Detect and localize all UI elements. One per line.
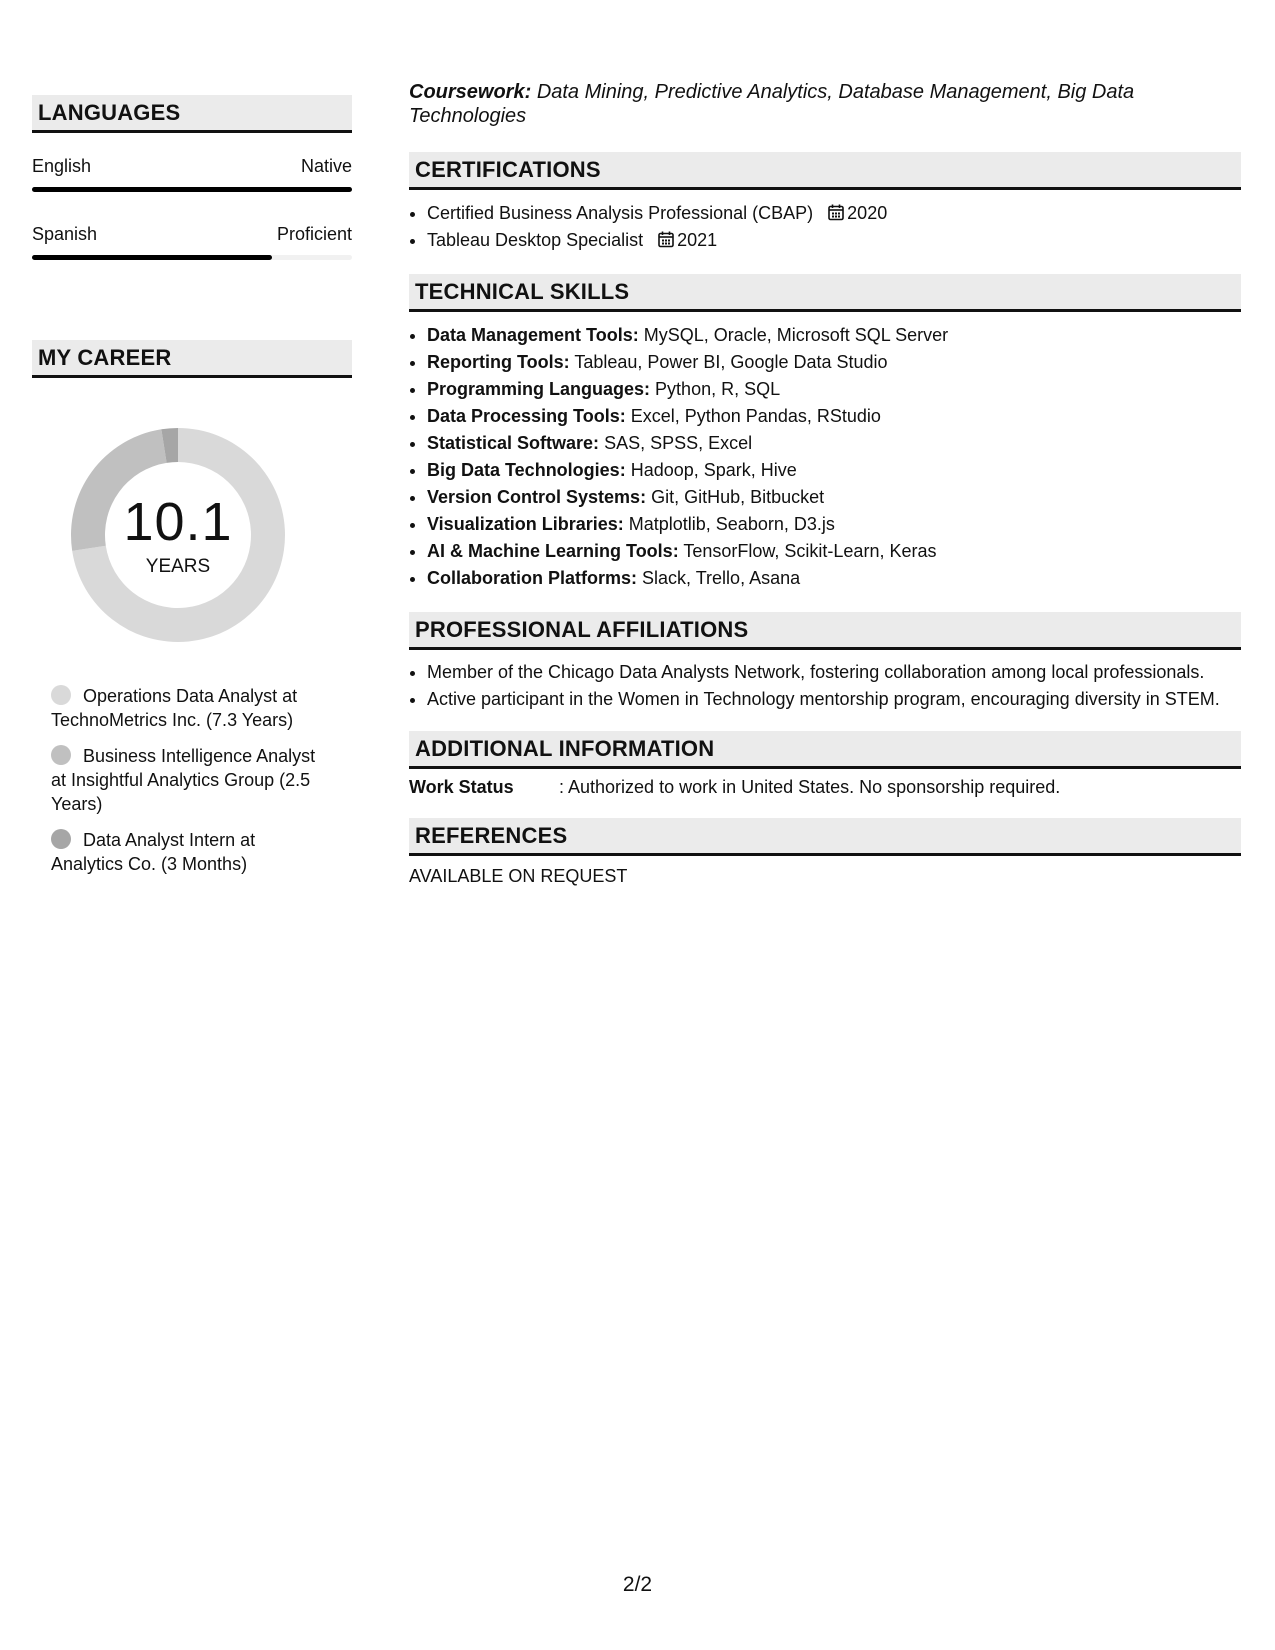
list-item: [427, 484, 1241, 511]
language-proficiency-fill: [32, 255, 272, 260]
skill-label: AI & Machine Learning Tools:: [427, 541, 679, 561]
list-item: [427, 200, 1241, 227]
skill-value: Excel, Python Pandas, RStudio: [630, 406, 881, 426]
page-number: 2/2: [622, 1573, 653, 1596]
work-status-label: Work Status: [409, 777, 514, 797]
skill-label: Reporting Tools:: [427, 352, 570, 372]
skill-label: Version Control Systems:: [427, 487, 647, 507]
list-item: [427, 457, 1241, 484]
language-proficiency-fill: [32, 187, 352, 192]
language-name: English: [32, 156, 92, 176]
coursework-label: Coursework:: [409, 81, 532, 103]
career-heading: MY CAREER: [32, 340, 352, 378]
skill-value: TensorFlow, Scikit-Learn, Keras: [683, 541, 937, 561]
list-item: [427, 227, 1241, 254]
list-item: [427, 538, 1241, 565]
language-proficiency-bar: [32, 187, 352, 192]
references-text: AVAILABLE ON REQUEST: [409, 866, 628, 886]
skill-value: Matplotlib, Seaborn, D3.js: [628, 514, 835, 534]
coursework-text: Data Mining, Predictive Analytics, Database Management, Big Data Technologies: [409, 81, 1135, 127]
skill-value: Slack, Trello, Asana: [642, 568, 801, 588]
affiliations-heading: PROFESSIONAL AFFILIATIONS: [409, 612, 1241, 650]
legend-item: [51, 828, 316, 876]
legend-item: [51, 744, 316, 816]
skill-value: Tableau, Power BI, Google Data Studio: [574, 352, 888, 372]
certifications-list: [409, 200, 1241, 254]
skill-label: Statistical Software:: [427, 433, 600, 453]
career-total-unit: YEARS: [145, 556, 211, 577]
work-status-row: [409, 777, 1241, 798]
donut-center: [65, 494, 291, 578]
legend-swatch: [51, 829, 71, 849]
right-column: [409, 80, 1241, 887]
skill-label: Collaboration Platforms:: [427, 568, 638, 588]
list-item: [427, 349, 1241, 376]
skill-value: MySQL, Oracle, Microsoft SQL Server: [643, 325, 949, 345]
languages-heading: LANGUAGES: [32, 95, 352, 133]
technical-skills-heading: TECHNICAL SKILLS: [409, 274, 1241, 312]
skill-value: Git, GitHub, Bitbucket: [651, 487, 825, 507]
list-item: [427, 511, 1241, 538]
skill-label: Programming Languages:: [427, 379, 651, 399]
certification-name: Tableau Desktop Specialist: [427, 230, 644, 250]
skill-label: Data Management Tools:: [427, 325, 639, 345]
coursework: [409, 80, 1241, 128]
list-item: [427, 430, 1241, 457]
skill-label: Visualization Libraries:: [427, 514, 624, 534]
skill-value: Python, R, SQL: [655, 379, 781, 399]
legend-label: Business Intelligence Analyst at Insightful Analytics Group (2.5 Years): [51, 746, 316, 814]
references-heading: REFERENCES: [409, 818, 1241, 856]
certification-year: 2021: [677, 230, 718, 250]
legend-item: [51, 684, 316, 732]
career-total-years: 10.1: [123, 492, 233, 552]
list-item: [427, 403, 1241, 430]
technical-skills-list: [409, 322, 1241, 592]
work-status-value: : Authorized to work in United States. No sponsorship required.: [559, 777, 1061, 797]
affiliations-list: [409, 660, 1241, 711]
skill-value: SAS, SPSS, Excel: [604, 433, 753, 453]
left-column: [32, 95, 352, 888]
certifications-heading: CERTIFICATIONS: [409, 152, 1241, 190]
career-donut-chart: [65, 422, 291, 648]
skill-value: Hadoop, Spark, Hive: [630, 460, 797, 480]
language-proficiency-bar: [32, 255, 352, 260]
legend-label: Operations Data Analyst at TechnoMetrics Inc. (7.3 Years): [51, 686, 298, 730]
list-item: [427, 322, 1241, 349]
certification-name: Certified Business Analysis Professional (CBAP): [427, 203, 814, 223]
career-legend: [51, 684, 316, 876]
calendar-icon: [658, 231, 674, 248]
skill-label: Big Data Technologies:: [427, 460, 626, 480]
list-item: • Member of the Chicago Data Analysts Network, fostering collaboration among local professionals.: [427, 660, 1241, 684]
legend-label: Data Analyst Intern at Analytics Co. (3 Months): [51, 830, 256, 874]
legend-swatch: [51, 745, 71, 765]
legend-swatch: [51, 685, 71, 705]
language-level: Proficient: [276, 224, 352, 244]
certification-year: 2020: [847, 203, 888, 223]
language-level: Native: [300, 156, 352, 176]
additional-info-heading: ADDITIONAL INFORMATION: [409, 731, 1241, 769]
skill-label: Data Processing Tools:: [427, 406, 626, 426]
language-name: Spanish: [32, 224, 98, 244]
list-item: • Active participant in the Women in Technology mentorship program, encouraging diversity in STEM.: [427, 687, 1241, 711]
list-item: [427, 376, 1241, 403]
language-item: [32, 156, 352, 192]
language-item: [32, 224, 352, 260]
calendar-icon: [828, 204, 844, 221]
list-item: [427, 565, 1241, 592]
